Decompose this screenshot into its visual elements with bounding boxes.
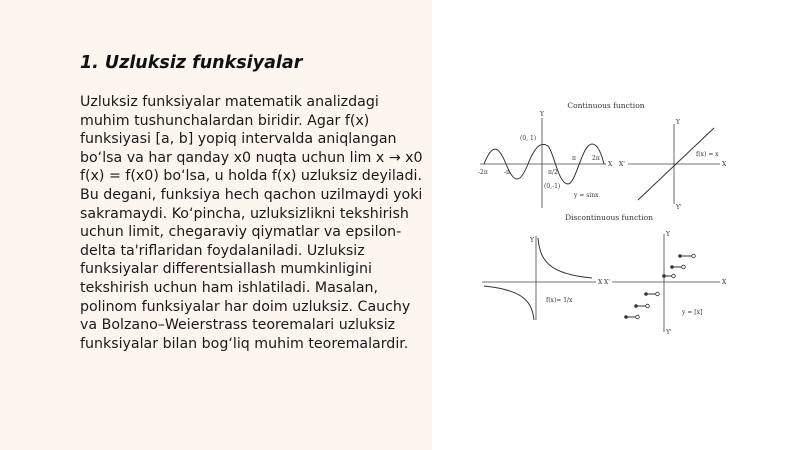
identity-graph <box>619 119 727 211</box>
svg-text:-π: -π <box>504 169 510 176</box>
svg-text:X: X <box>722 161 727 168</box>
svg-text:Y: Y <box>676 119 680 126</box>
svg-text:X: X <box>608 161 613 168</box>
svg-text:Y': Y' <box>666 329 672 336</box>
continuous-heading: Continuous function <box>567 101 645 110</box>
svg-text:y = sinx: y = sinx <box>574 192 599 199</box>
svg-text:π/2: π/2 <box>548 169 558 176</box>
svg-text:X': X' <box>604 279 610 286</box>
svg-text:Y: Y <box>666 231 670 238</box>
reciprocal-graph <box>482 236 603 320</box>
svg-text:(0,-1): (0,-1) <box>544 183 561 190</box>
svg-text:2π: 2π <box>592 155 600 162</box>
svg-text:X': X' <box>619 161 625 168</box>
svg-text:X: X <box>722 279 727 286</box>
svg-text:Y: Y <box>530 237 534 244</box>
svg-text:X: X <box>598 279 603 286</box>
floor-graph <box>604 231 727 336</box>
svg-text:Y: Y <box>540 111 544 118</box>
svg-text:π: π <box>572 155 576 162</box>
svg-text:-2π: -2π <box>478 169 488 176</box>
slide-title: 1. Uzluksiz funksiyalar <box>80 53 303 73</box>
svg-text:(0, 1): (0, 1) <box>520 135 537 142</box>
function-types-figure <box>476 96 736 336</box>
discontinuous-heading: Discontinuous function <box>565 213 653 222</box>
svg-text:f(x)= 1/x: f(x)= 1/x <box>546 297 573 304</box>
svg-text:y = [x]: y = [x] <box>682 309 703 316</box>
sine-graph <box>478 111 613 208</box>
svg-text:Y': Y' <box>676 204 682 211</box>
slide-paragraph: Uzluksiz funksiyalar matematik analizdagi muhim tushunchalardan biridir. Agar f(x) funksiyasi [a, b] yopiq intervalda aniqlangan bo‘lsa va har qanday x0 nuqta uchun lim x → x0 f(x) = f(x0) bo‘lsa, u holda f(x) uzluksiz deyiladi. Bu degani, funksiya hech qachon uzilmaydi yoki sakramaydi. Ko‘pincha, uzluksizlikni tekshirish uchun limit, chegaraviy qiymatlar va epsilon-delta ta'riflaridan foydalaniladi. Uzluksiz funksiyalar differentsiallash mumkinligini tekshirish uchun ham ishlatiladi. Masalan, polinom funksiyalar har doim uzluksiz. Cauchy va Bolzano–Weierstrass teoremalari uzluksiz funksiyalar bilan bog‘liq muhim teoremalardir. <box>80 94 423 352</box>
svg-text:f(x) = x: f(x) = x <box>696 151 719 158</box>
